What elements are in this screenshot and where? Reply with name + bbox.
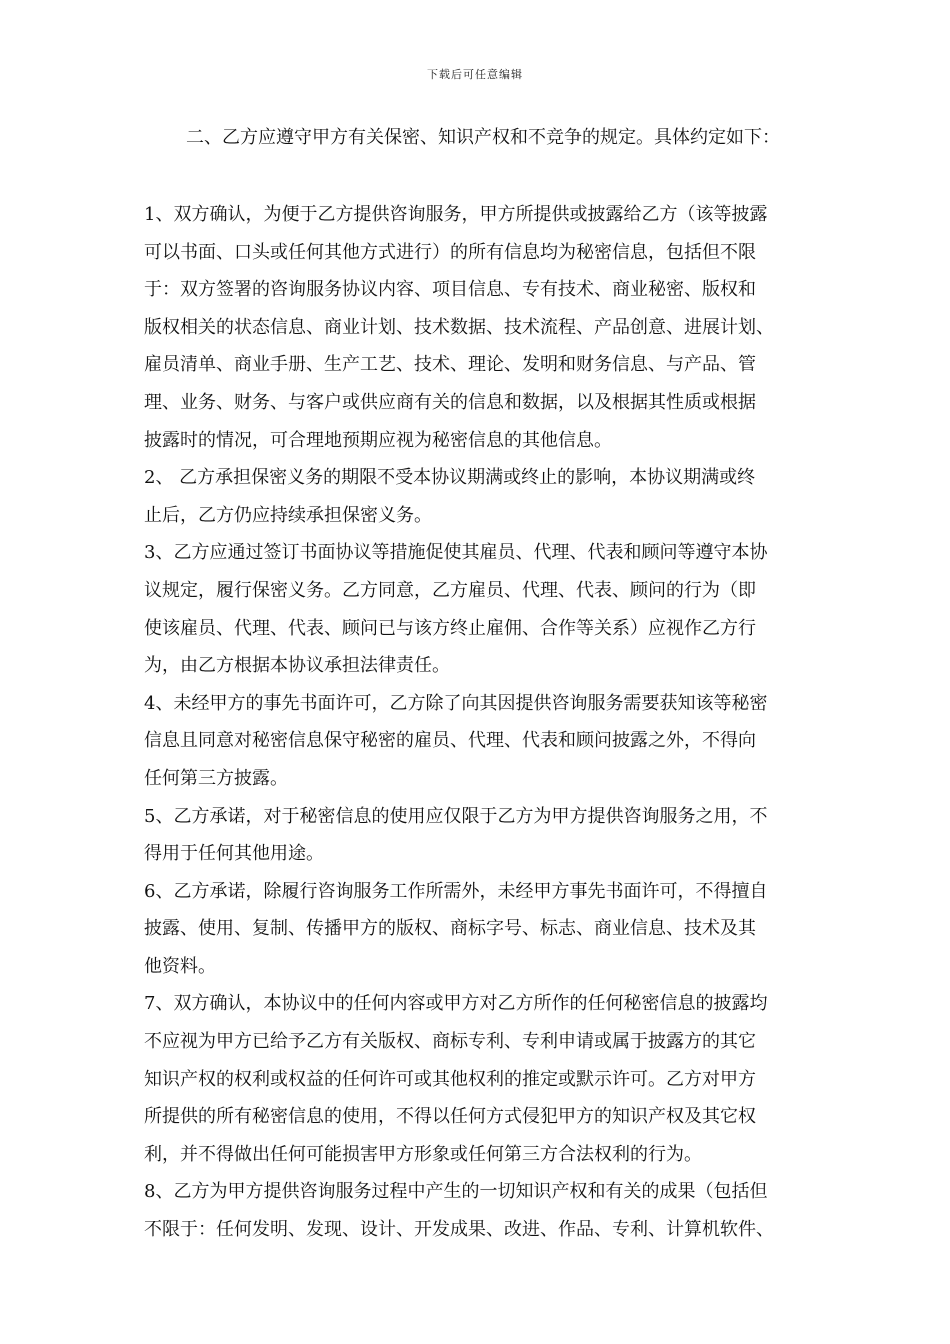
clause-line: 3、乙方应通过签订书面协议等措施促使其雇员、代理、代表和顾问等遵守本协 [144,542,768,564]
clause-line: 为，由乙方根据本协议承担法律责任。 [144,655,450,677]
clause-line: 不应视为甲方已给予乙方有关版权、商标专利、专利申请或属于披露方的其它 [144,1031,756,1053]
clause-line: 4、未经甲方的事先书面许可，乙方除了向其因提供咨询服务需要获知该等秘密 [144,692,768,714]
clause-line: 得用于任何其他用途。 [144,843,324,865]
section-title: 二、乙方应遵守甲方有关保密、知识产权和不竞争的规定。具体约定如下： [186,127,780,148]
header-note: 下载后可任意编辑 [427,68,523,81]
clause-line: 版权相关的状态信息、商业计划、技术数据、技术流程、产品创意、进展计划、 [144,316,774,338]
clause-line: 雇员清单、商业手册、生产工艺、技术、理论、发明和财务信息、与产品、管 [144,354,756,376]
clause-line: 议规定，履行保密义务。乙方同意，乙方雇员、代理、代表、顾问的行为（即 [144,579,756,601]
clause-line: 于：双方签署的咨询服务协议内容、项目信息、专有技术、商业秘密、版权和 [144,279,756,301]
clause-line: 1、双方确认，为便于乙方提供咨询服务，甲方所提供或披露给乙方（该等披露 [144,204,768,225]
clause-line: 不限于：任何发明、发现、设计、开发成果、改进、作品、专利、计算机软件、 [144,1219,774,1241]
clause-line: 理、业务、财务、与客户或供应商有关的信息和数据，以及根据其性质或根据 [144,391,756,413]
clause-paragraph [144,873,824,986]
clause-line: 2、 乙方承担保密义务的期限不受本协议期满或终止的影响，本协议期满或终 [144,467,756,489]
clause-line: 8、乙方为甲方提供咨询服务过程中产生的一切知识产权和有关的成果（包括但 [144,1181,768,1203]
clause-line: 7、双方确认，本协议中的任何内容或甲方对乙方所作的任何秘密信息的披露均 [144,993,768,1015]
clause-line: 使该雇员、代理、代表、顾问已与该方终止雇佣、合作等关系）应视作乙方行 [144,617,756,639]
clause-paragraph [144,534,824,684]
clause-line: 信息且同意对秘密信息保守秘密的雇员、代理、代表和顾问披露之外，不得向 [144,730,756,752]
clause-line: 可以书面、口头或任何其他方式进行）的所有信息均为秘密信息，包括但不限 [144,241,756,263]
clause-line: 6、乙方承诺，除履行咨询服务工作所需外，未经甲方事先书面许可，不得擅自 [144,880,768,902]
clause-line: 所提供的所有秘密信息的使用，不得以任何方式侵犯甲方的知识产权及其它权 [144,1106,756,1128]
clause-paragraph [144,459,824,534]
clause-paragraph [144,985,824,1173]
clause-paragraph [144,1173,824,1248]
clause-line: 5、乙方承诺，对于秘密信息的使用应仅限于乙方为甲方提供咨询服务之用，不 [144,805,768,827]
clause-line: 止后，乙方仍应持续承担保密义务。 [144,504,432,526]
clause-line: 他资料。 [144,955,216,977]
clause-line: 披露、使用、复制、传播甲方的版权、商标字号、标志、商业信息、技术及其 [144,918,756,940]
clause-paragraph [144,685,824,798]
clause-paragraph [144,196,824,459]
clause-line: 披露时的情况，可合理地预期应视为秘密信息的其他信息。 [144,429,612,451]
clause-line: 利，并不得做出任何可能损害甲方形象或任何第三方合法权利的行为。 [144,1143,702,1165]
clause-line: 知识产权的权利或权益的任何许可或其他权利的推定或默示许可。乙方对甲方 [144,1068,756,1090]
document-body [144,196,824,1249]
clause-line: 任何第三方披露。 [144,767,288,789]
clause-paragraph [144,798,824,873]
